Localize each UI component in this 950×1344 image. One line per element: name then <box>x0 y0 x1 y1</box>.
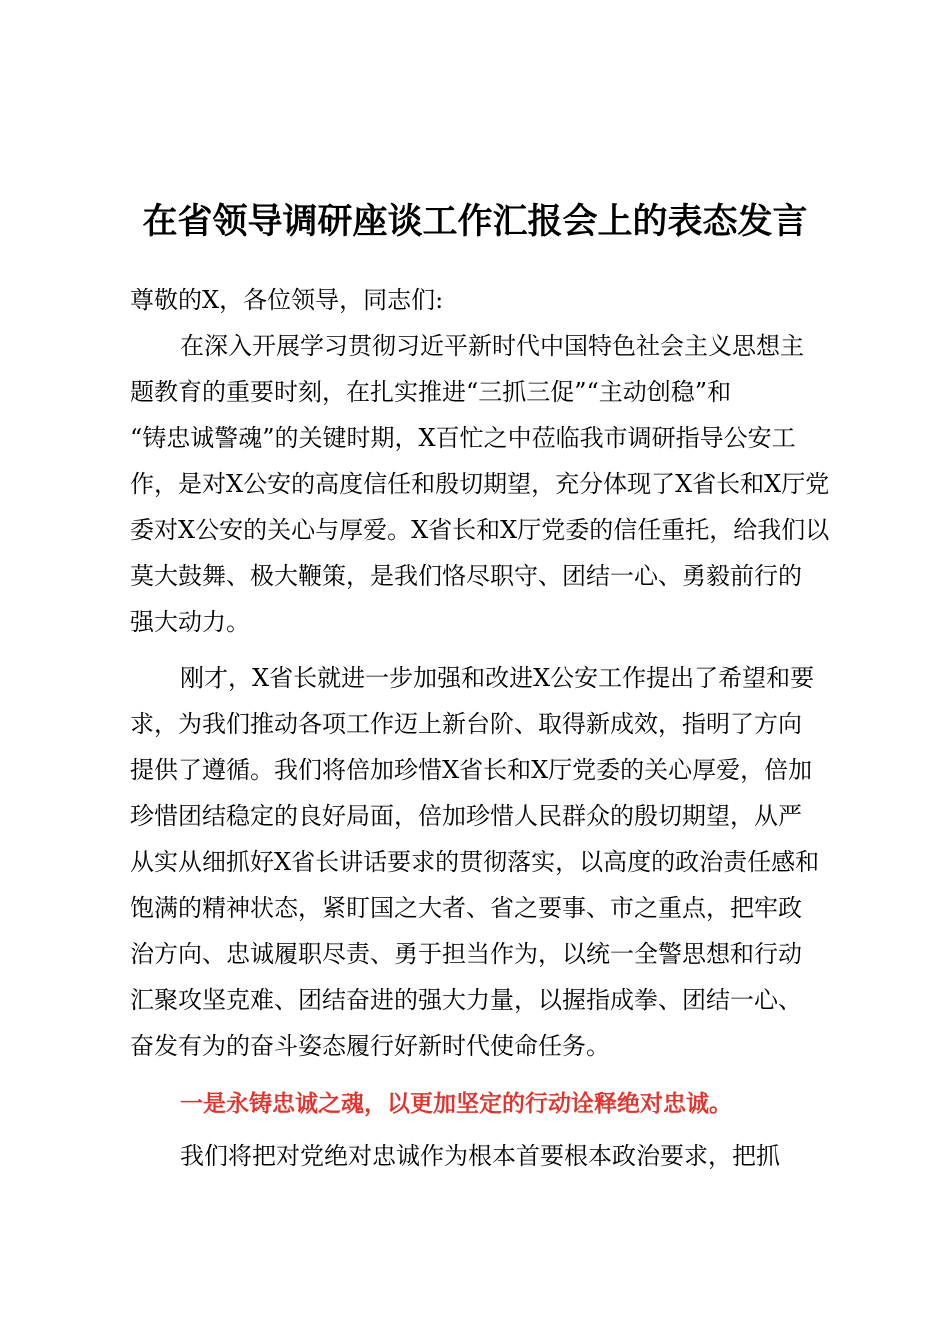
paragraph-line: 珍惜团结稳定的良好局面，倍加珍惜人民群众的殷切期望，从严 <box>130 802 802 830</box>
paragraph-line: 题教育的重要时刻，在扎实推进“三抓三促”“主动创稳”和 <box>130 378 732 406</box>
paragraph-line: 莫大鼓舞、极大鞭策，是我们恪尽职守、团结一心、勇毅前行的 <box>130 562 802 590</box>
paragraph-line: 求，为我们推动各项工作迈上新台阶、取得新成效，指明了方向 <box>130 710 802 738</box>
paragraph-line: 委对X公安的关心与厚爱。X省长和X厅党委的信任重托，给我们以 <box>130 516 830 544</box>
section-heading: 一是永铸忠诚之魂，以更加坚定的行动诠释绝对忠诚。 <box>180 1091 732 1117</box>
paragraph-line: 强大动力。 <box>130 608 250 636</box>
paragraph-line: 汇聚攻坚克难、团结奋进的强大力量，以握指成拳、团结一心、 <box>130 986 802 1014</box>
paragraph-line: 提供了遵循。我们将倍加珍惜X省长和X厅党委的关心厚爱，倍加 <box>130 756 813 784</box>
paragraph-line: 我们将把对党绝对忠诚作为根本首要根本政治要求，把抓 <box>180 1142 780 1170</box>
document-title: 在省领导调研座谈工作汇报会上的表态发言 <box>142 201 808 242</box>
paragraph-line: 从实从细抓好X省长讲话要求的贯彻落实，以高度的政治责任感和 <box>130 848 820 876</box>
paragraph-line: 在深入开展学习贯彻习近平新时代中国特色社会主义思想主 <box>180 332 804 360</box>
paragraph-line: “铸忠诚警魂”的关键时期，X百忙之中莅临我市调研指导公安工 <box>130 424 796 452</box>
paragraph-line: 饱满的精神状态，紧盯国之大者、省之要事、市之重点，把牢政 <box>130 894 802 922</box>
paragraph-line: 奋发有为的奋斗姿态履行好新时代使命任务。 <box>130 1032 610 1060</box>
paragraph-line: 刚才，X省长就进一步加强和改进X公安工作提出了希望和要 <box>180 664 815 692</box>
paragraph-line: 作，是对X公安的高度信任和殷切期望，充分体现了X省长和X厅党 <box>130 470 830 498</box>
paragraph-line: 治方向、忠诚履职尽责、勇于担当作为，以统一全警思想和行动 <box>130 940 802 968</box>
salutation: 尊敬的X，各位领导，同志们: <box>130 286 444 314</box>
